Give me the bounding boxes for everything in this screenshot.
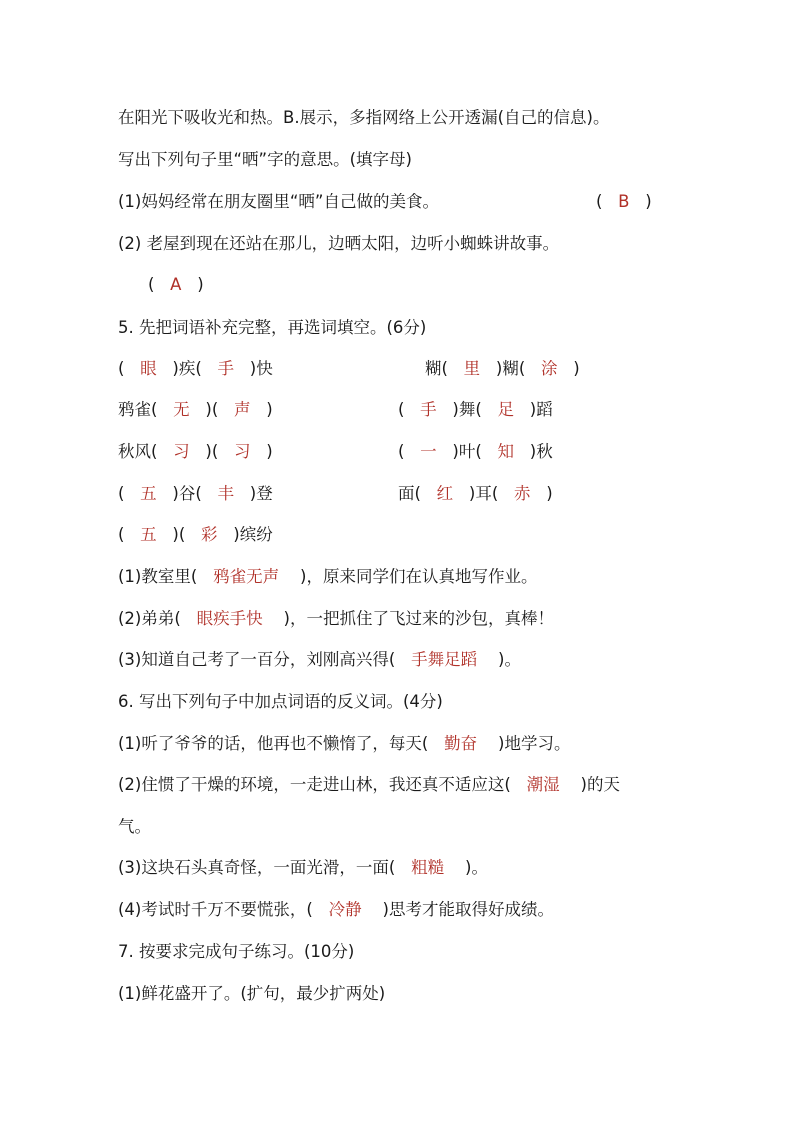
- idiom-char: 缤纷: [239, 525, 273, 544]
- fill-answer: 粗糙: [411, 858, 445, 877]
- q5-idiom-3: 鸦雀( 无 )( 声 ): [118, 400, 273, 419]
- q6-sentence-2: [118, 773, 620, 797]
- idiom-blank: 无: [173, 400, 190, 419]
- idiom-blank: 一: [420, 442, 437, 461]
- idiom-blank: 知: [497, 442, 515, 461]
- q5-fill-2: [118, 607, 554, 631]
- q4-item-1-text: (1)妈妈经常在朋友圈里“晒”自己做的美食。: [118, 192, 439, 211]
- sentence-text: )。: [498, 650, 521, 669]
- fill-answer: 潮湿: [526, 775, 560, 794]
- q4-item-1-answer: B: [618, 192, 630, 211]
- q5-idiom-9: ( 五 )( 彩 )缤纷: [118, 525, 273, 544]
- q6-sentence-4: [118, 898, 554, 922]
- idiom-blank: 五: [140, 525, 157, 544]
- sentence-text: (4)考试时千万不要慌张，(: [118, 900, 313, 919]
- idiom-char: 快: [256, 359, 273, 378]
- sentence-text: )地学习。: [498, 734, 571, 753]
- sentence-text: (2)弟弟(: [118, 609, 181, 628]
- idiom-blank: 里: [463, 359, 481, 378]
- idiom-char: 糊: [502, 359, 519, 378]
- idiom-blank: 手: [420, 400, 437, 419]
- fill-answer: 冷静: [328, 900, 362, 919]
- idiom-char: 鸦雀: [118, 400, 151, 419]
- sentence-text: )。: [465, 858, 488, 877]
- sentence-text: (3)知道自己考了一百分，刘刚高兴得(: [118, 650, 396, 669]
- idiom-blank: 眼: [140, 359, 157, 378]
- sentence-text: (1)听了爷爷的话，他再也不懒惰了，每天(: [118, 734, 429, 753]
- idiom-char: 谷: [178, 484, 196, 503]
- q5-idiom-5: 秋风( 习 )( 习 ): [118, 442, 273, 461]
- sentence-text: )，原来同学们在认真地写作业。: [300, 567, 538, 586]
- fill-answer: 勤奋: [444, 734, 478, 753]
- q4-instruction: 写出下列句子里“晒”字的意思。(填字母): [118, 150, 412, 169]
- idiom-char: 耳: [475, 484, 492, 503]
- idiom-blank: 声: [234, 400, 251, 419]
- sentence-text: (1)教室里(: [118, 567, 198, 586]
- sentence-text: (3)这块石头真奇怪，一面光滑，一面(: [118, 858, 396, 877]
- q5-fill-1: [118, 565, 537, 589]
- idiom-char: 面: [398, 484, 415, 503]
- fill-answer: 鸦雀无声: [213, 567, 280, 586]
- idiom-char: 蹈: [536, 400, 553, 419]
- sentence-text: (2)住惯了干燥的环境，一走进山林，我还真不适应这(: [118, 775, 511, 794]
- q5-idiom-8: 面( 红 )耳( 赤 ): [398, 484, 553, 503]
- fill-answer: 眼疾手快: [196, 609, 263, 628]
- idiom-blank: 足: [497, 400, 515, 419]
- sentence-text: )思考才能取得好成绩。: [382, 900, 554, 919]
- q4-item-2-answer-box: ( A ): [148, 275, 204, 294]
- q5-idiom-6: ( 一 )叶( 知 )秋: [398, 442, 553, 461]
- q4-item-2-answer: A: [170, 275, 182, 294]
- idiom-blank: 涂: [541, 359, 558, 378]
- idiom-char: 舞: [458, 400, 476, 419]
- idiom-blank: 赤: [514, 484, 531, 503]
- q4-item-2: (2) 老屋到现在还站在那儿，边晒太阳，边听小蜘蛛讲故事。: [118, 234, 560, 253]
- q5-idiom-4: ( 手 )舞( 足 )蹈: [398, 400, 553, 419]
- idiom-char: 登: [256, 484, 273, 503]
- idiom-char: 糊: [425, 359, 442, 378]
- q7-item-1: (1)鲜花盛开了。(扩句，最少扩两处): [118, 984, 386, 1003]
- q5-title: 5. 先把词语补充完整，再选词填空。(6分): [118, 318, 427, 337]
- idiom-blank: 手: [217, 359, 235, 378]
- idiom-char: 疾: [178, 359, 196, 378]
- q4-definition-line: 在阳光下吸收光和热。B.展示，多指网络上公开透漏(自己的信息)。: [118, 108, 610, 127]
- idiom-blank: 习: [173, 442, 190, 461]
- idiom-char: 叶: [458, 442, 476, 461]
- q4-item-1: [118, 190, 439, 214]
- q5-idiom-2: 糊( 里 )糊( 涂 ): [425, 359, 580, 378]
- q5-idiom-7: ( 五 )谷( 丰 )登: [118, 484, 273, 503]
- fill-answer: 手舞足蹈: [411, 650, 478, 669]
- q6-sentence-3: [118, 856, 488, 880]
- q5-fill-3: [118, 648, 521, 672]
- idiom-char: 秋风: [118, 442, 151, 461]
- idiom-blank: 红: [436, 484, 454, 503]
- idiom-blank: 五: [140, 484, 157, 503]
- q4-item-1-answer-box: ( B ): [596, 192, 652, 211]
- sentence-text: )的天: [580, 775, 620, 794]
- q5-idiom-1: ( 眼 )疾( 手 )快: [118, 359, 273, 378]
- q6-title: 6. 写出下列句子中加点词语的反义词。(4分): [118, 692, 443, 711]
- q6-sentence-1: [118, 732, 570, 756]
- idiom-blank: 彩: [201, 525, 218, 544]
- q6-sentence-2-cont: 气。: [118, 817, 151, 836]
- sentence-text: )，一把抓住了飞过来的沙包，真棒！: [283, 609, 554, 628]
- idiom-char: 秋: [536, 442, 553, 461]
- q7-title: 7. 按要求完成句子练习。(10分): [118, 942, 355, 961]
- idiom-blank: 习: [234, 442, 251, 461]
- idiom-blank: 丰: [217, 484, 235, 503]
